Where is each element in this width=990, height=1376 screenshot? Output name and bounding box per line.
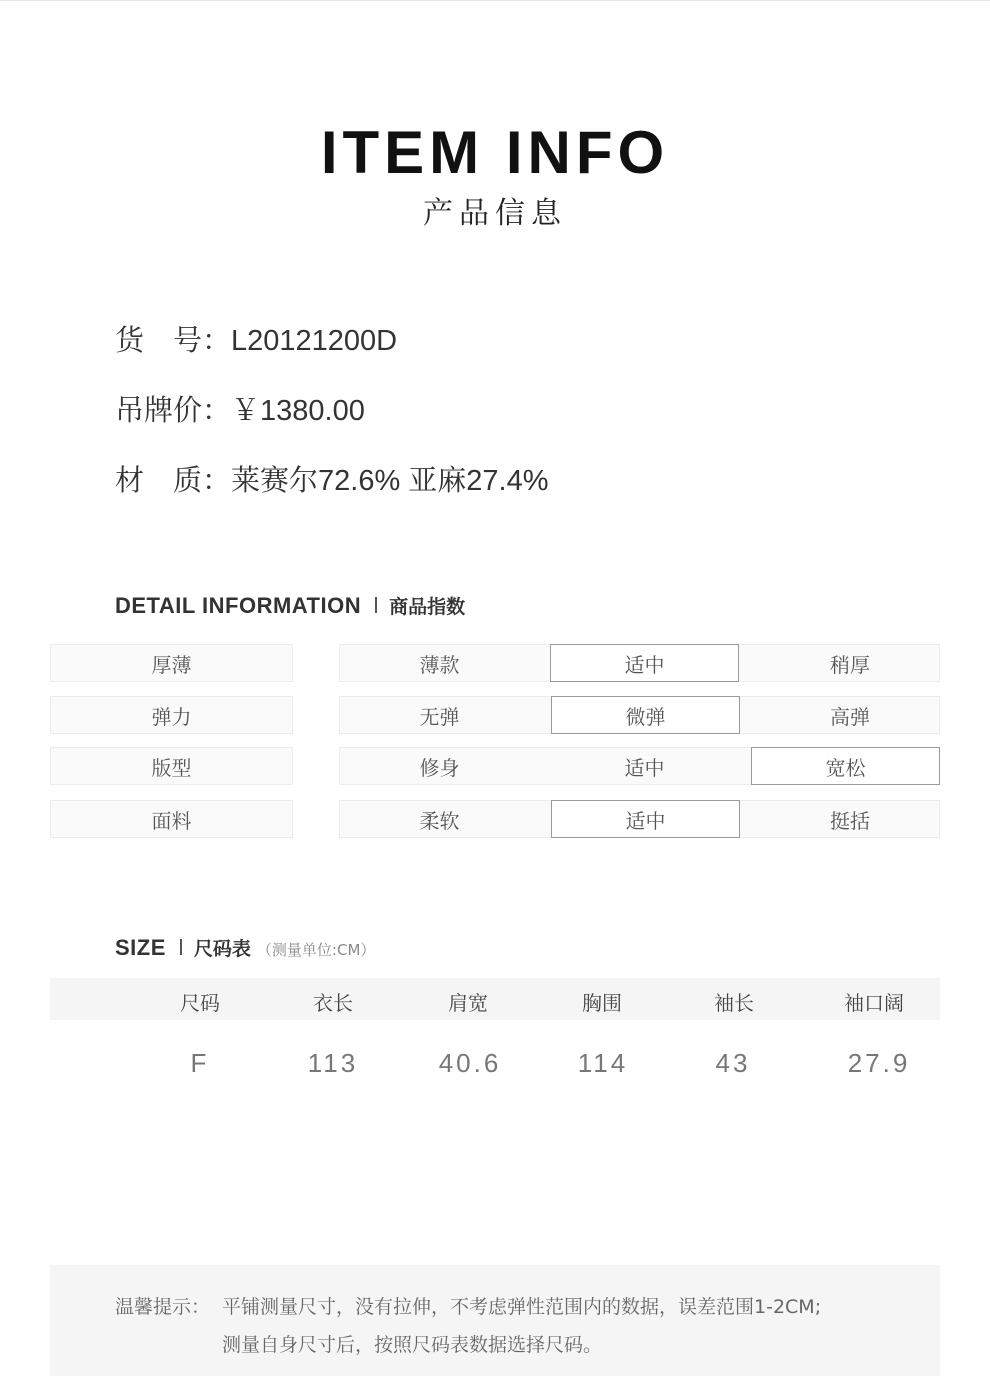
attribute-label: 版型: [50, 747, 293, 785]
info-value: ￥1380.00: [231, 395, 365, 427]
size-title-en: SIZE: [115, 935, 166, 960]
info-value: L20121200D: [231, 325, 398, 357]
size-column-header: 尺码: [180, 991, 220, 1015]
size-column-header: 衣长: [313, 991, 353, 1015]
top-divider: [0, 0, 990, 1]
scale-option: 无弹: [419, 704, 460, 729]
size-column-header: 肩宽: [448, 991, 488, 1015]
info-label: 吊牌价：: [115, 393, 232, 427]
size-column-header: 袖口阔: [844, 991, 904, 1015]
info-label: 货 号：: [115, 323, 232, 357]
attribute-label: 弹力: [50, 696, 293, 734]
scale-option-selected: 宽松: [825, 755, 866, 780]
size-cell: 40.6: [438, 1048, 502, 1078]
tip-box: [50, 1265, 940, 1376]
size-cell: 113: [307, 1048, 359, 1078]
scale-option: 挺括: [830, 808, 870, 833]
heading-divider: [180, 939, 182, 955]
tip-line-2: 测量自身尺寸后，按照尺码表数据选择尺码。: [222, 1334, 603, 1356]
info-label: 材 质：: [115, 463, 232, 497]
scale-option: 适中: [624, 755, 665, 780]
scale-option: 高弹: [830, 704, 870, 729]
detail-title-en: DETAIL INFORMATION: [115, 593, 362, 618]
info-value: 莱赛尔72.6% 亚麻27.4%: [231, 465, 549, 497]
scale-option-selected: 适中: [624, 652, 665, 677]
scale-option-selected: 适中: [625, 808, 666, 833]
info-row-material: [115, 458, 549, 499]
info-row-item-number: [115, 318, 397, 359]
size-column-header: 袖长: [714, 991, 754, 1015]
scale-option: 柔软: [419, 808, 460, 833]
heading-divider: [375, 597, 377, 613]
attribute-label: 厚薄: [50, 644, 293, 682]
page-title: ITEM INFO: [320, 119, 670, 186]
size-cell: 43: [715, 1048, 751, 1078]
size-title-cn: 尺码表: [193, 938, 251, 960]
tip-line-1: 平铺测量尺寸，没有拉伸，不考虑弹性范围内的数据，误差范围1-2CM;: [222, 1296, 822, 1318]
size-cell: F: [190, 1048, 210, 1078]
tip-label: 温馨提示：: [115, 1296, 211, 1318]
attribute-label: 面料: [50, 800, 293, 838]
size-cell: 114: [577, 1048, 629, 1078]
scale-option: 稍厚: [830, 652, 870, 677]
size-section-heading: [115, 934, 375, 961]
size-cell: 27.9: [847, 1048, 911, 1078]
detail-title-cn: 商品指数: [389, 596, 466, 618]
scale-option-selected: 微弹: [625, 704, 666, 729]
detail-section-heading: [115, 592, 465, 619]
size-column-header: 胸围: [582, 991, 622, 1015]
page-subtitle: 产品信息: [423, 196, 567, 231]
scale-option: 修身: [419, 755, 460, 780]
scale-option: 薄款: [419, 652, 460, 677]
info-row-price: [115, 388, 365, 429]
size-unit-note: （测量单位:CM）: [256, 941, 376, 959]
